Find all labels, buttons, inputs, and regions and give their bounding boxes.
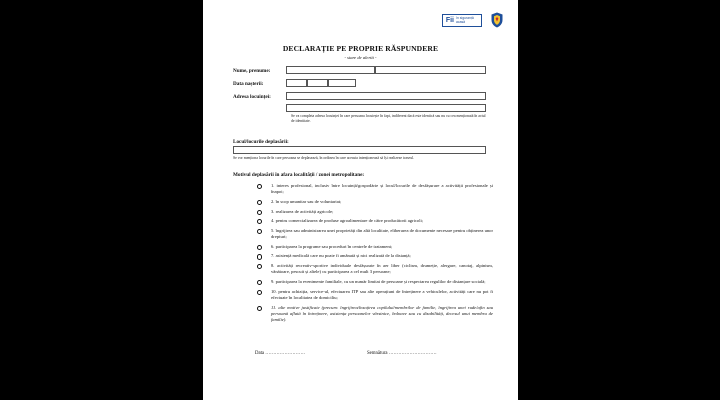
radio-circle-icon[interactable] <box>257 264 262 269</box>
reason-item[interactable]: 9. participarea la evenimente familiale, cu un număr limitat de persoane și respectarea regulilor de distanțare socială; <box>257 279 493 285</box>
reason-item[interactable]: 4. pentru comercializarea de produse agroalimentare de către producătorii agricoli; <box>257 218 493 224</box>
reason-item[interactable]: 3. realizarea de activități agricole; <box>257 209 493 215</box>
date-dots[interactable]: ……………………. <box>265 351 305 356</box>
address-label: Adresa locuinței: <box>233 94 271 100</box>
address-note: Se va completa adresa locuinței în care persoana locuiește în fapt, indiferent dacă este identică sau nu cu cea menționată în actul de identitate. <box>291 114 486 123</box>
reason-item[interactable]: 10. pentru achiziția, service-ul, efectuarea ITP sau alte operațiuni de întreținere a vehiculelor, activități care nu pot fi efectuate în localitatea de domiciliu; <box>257 289 493 302</box>
document-title: DECLARAȚIE PE PROPRIE RĂSPUNDERE <box>282 44 439 53</box>
radio-circle-icon[interactable] <box>257 219 262 224</box>
reason-item[interactable]: 2. în scop umanitar sau de voluntariat; <box>257 199 493 205</box>
reason-item[interactable]: 11. alte motive justificate (precum: îngrijirea/însoțirea copilului/membrilor de familie, îngrijirea unei rude/afin sau persoană aflată în întreținere, asistența persoanelor vârstnice, bolnave sau cu dizabilități, decesul unui membru de familie). <box>257 305 493 324</box>
radio-circle-icon[interactable] <box>257 254 262 259</box>
dob-day-field[interactable] <box>286 79 307 87</box>
romanian-government-crest-icon <box>490 12 504 28</box>
declaration-page <box>203 0 518 400</box>
reason-item[interactable]: 1. interes profesional, inclusiv între locuință/gospodărie și locul/locurile de desfășurare a activității profesionale și înapoi; <box>257 183 493 196</box>
last-name-field[interactable] <box>286 66 375 74</box>
radio-circle-icon[interactable] <box>257 306 262 311</box>
logo-primary-text: Fii <box>445 16 454 24</box>
signature-label: Semnătura <box>367 351 388 356</box>
reasons-title: Motivul deplasării în afara localității / zonei metropolitane: <box>233 172 365 178</box>
radio-circle-icon[interactable] <box>257 245 262 250</box>
name-label: Nume, prenume: <box>233 68 271 74</box>
reason-item[interactable]: 8. activități recreativ-sportive individuale desfășurate în aer liber (ciclism, drumeție, alergare, canotaj, alpinism, vânătoare, pescuit și altele) cu participarea a cel mult 3 persoane; <box>257 263 493 276</box>
fii-in-siguranta-logo <box>442 14 482 27</box>
dob-month-field[interactable] <box>307 79 328 87</box>
reason-item[interactable]: 7. asistență medicală care nu poate fi amânată și nici realizată de la distanță; <box>257 253 493 259</box>
radio-circle-icon[interactable] <box>257 229 262 234</box>
reasons-list <box>257 183 493 327</box>
first-name-field[interactable] <box>375 66 486 74</box>
logo-secondary-text: în siguranță acasă <box>456 16 474 24</box>
radio-circle-icon[interactable] <box>257 290 262 295</box>
destination-note: Se vor menționa locurile în care persoana se deplasează, în ordinea în care aceasta intenționează să își realizeze traseul. <box>233 156 415 160</box>
reason-item[interactable]: 5. îngrijirea sau administrarea unei proprietăți din altă localitate, eliberarea de documente necesare pentru obținerea unor drepturi; <box>257 228 493 241</box>
header-logos <box>442 12 504 28</box>
dob-label: Data nașterii: <box>233 81 264 87</box>
dob-year-field[interactable] <box>328 79 356 87</box>
document-subtitle: - stare de alertă - <box>344 55 377 60</box>
radio-circle-icon[interactable] <box>257 184 262 189</box>
date-label: Data <box>255 351 265 356</box>
destination-field[interactable] <box>233 146 486 154</box>
destination-label: Locul/locurile deplasării: <box>233 139 289 145</box>
address-field-line-1[interactable] <box>286 92 486 100</box>
date-signature-line <box>255 351 305 356</box>
radio-circle-icon[interactable] <box>257 210 262 215</box>
reason-item[interactable]: 6. participarea la programe sau proceduri în centrele de tratament; <box>257 244 493 250</box>
radio-circle-icon[interactable] <box>257 280 262 285</box>
radio-circle-icon[interactable] <box>257 200 262 205</box>
signature-dots[interactable]: ………………………… <box>388 351 437 356</box>
signature-line <box>367 351 437 356</box>
address-field-line-2[interactable] <box>286 104 486 112</box>
